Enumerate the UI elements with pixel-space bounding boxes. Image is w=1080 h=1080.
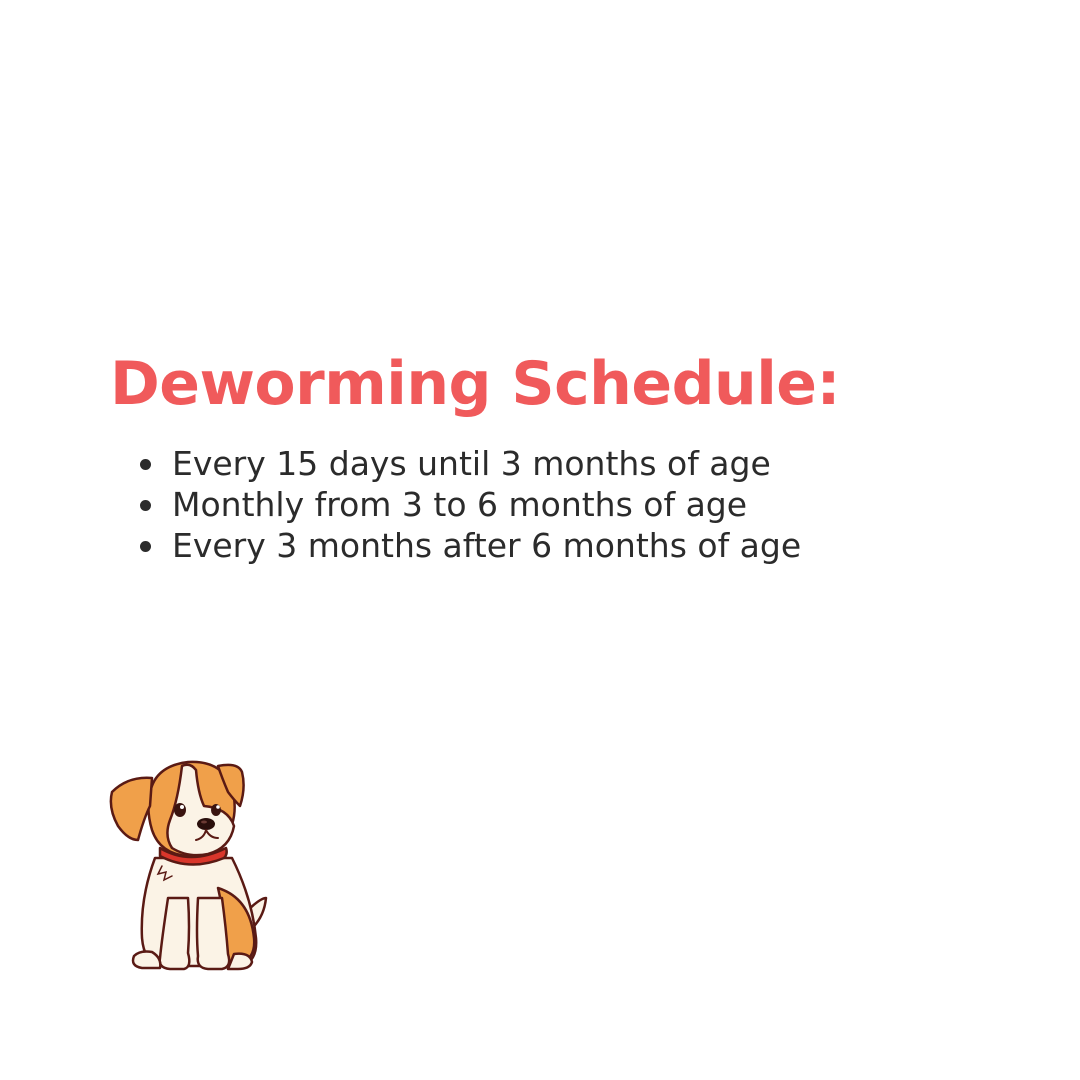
list-item (136, 443, 801, 484)
list-item-text: Monthly from 3 to 6 months of age (172, 485, 748, 524)
deworming-schedule-list (136, 443, 801, 566)
puppy-illustration (100, 748, 275, 978)
list-item (136, 525, 801, 566)
list-item-text: Every 15 days until 3 months of age (172, 444, 771, 483)
slide-title: Deworming Schedule: (110, 349, 840, 419)
list-item-text: Every 3 months after 6 months of age (172, 526, 802, 565)
bullet-icon (140, 500, 151, 511)
bullet-icon (140, 541, 151, 552)
list-item (136, 484, 801, 525)
bullet-icon (140, 459, 151, 470)
